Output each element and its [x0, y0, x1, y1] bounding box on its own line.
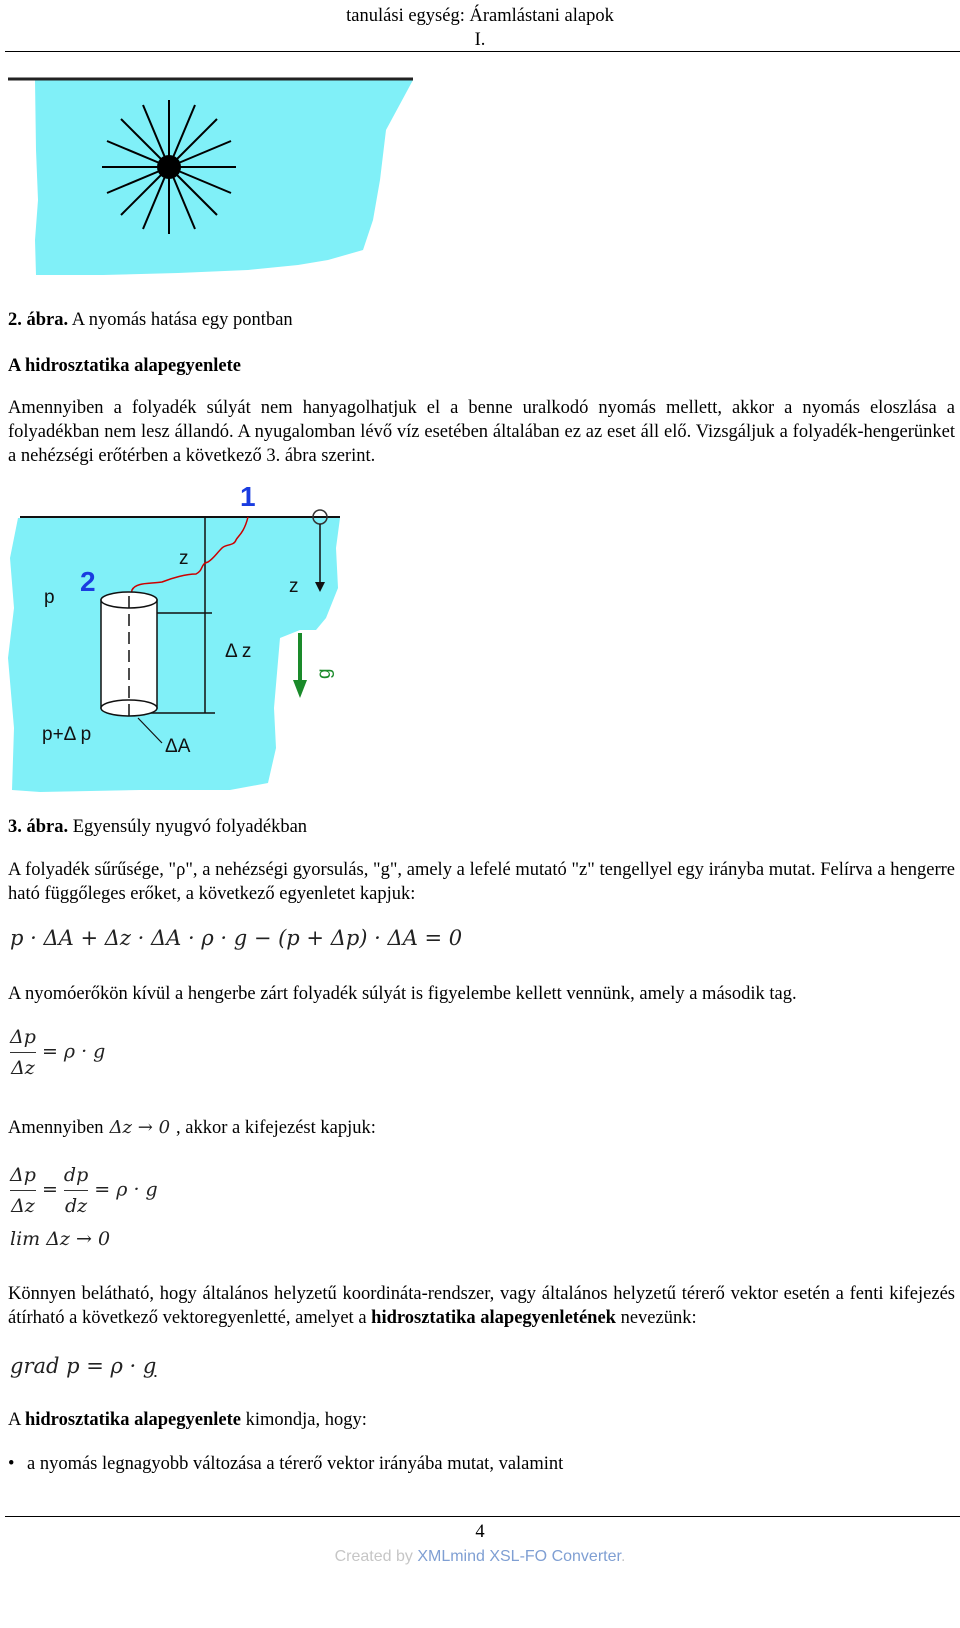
pressure-point-dot [157, 155, 181, 179]
bullet-marker: • [8, 1454, 15, 1474]
label-delta-z: Δ z [225, 641, 252, 662]
header-title: tanulási egység: Áramlástani alapok [346, 6, 614, 26]
figure-2-pressure-point [8, 70, 418, 285]
bullet-text: a nyomás legnagyobb változása a térerő vektor irányába mutat, valamint [27, 1454, 564, 1474]
page-number: 4 [475, 1522, 485, 1542]
converter-credit: Created by XMLmind XSL-FO Converter. [334, 1548, 626, 1565]
label-one: 1 [240, 481, 256, 512]
label-z-axis: z [289, 576, 299, 597]
label-delta-a: ΔA [165, 736, 191, 757]
list-item [8, 1452, 948, 1476]
paragraph-1: Amennyiben a folyadék súlyát nem hanyagolhatjuk el a benne uralkodó nyomás mellett, akkor a nyomás eloszlása a folyadékban nem lesz állandó. A nyugalomban lévő víz esetében általában ez az eset áll elő. Vizsgáljuk a folyadék-hengerünket a nehézségi erőtérben a következő 3. ábra szerint. [8, 398, 955, 466]
paragraph-4: Amennyiben Δz → 0 , akkor a kifejezést kapjuk: [8, 1117, 376, 1138]
header-rule [5, 51, 960, 52]
paragraph-6: A hidrosztatika alapegyenlete kimondja, hogy: [8, 1410, 367, 1430]
equation-force-balance: p · ΔA + Δz · ΔA · ρ · g − (p + Δp) · ΔA = 0 [10, 926, 463, 950]
label-z-depth: z [179, 548, 189, 569]
header-subtitle: I. [474, 30, 486, 50]
section-title: A hidrosztatika alapegyenlete [8, 356, 241, 376]
equation-limit-condition: lim Δz → 0 [10, 1228, 111, 1250]
label-p: p [44, 587, 55, 608]
figure-2-caption: 2. ábra. A nyomás hatása egy pontban [8, 310, 293, 330]
paragraph-3: A nyomóerőkön kívül a hengerbe zárt folyadék súlyát is figyelembe kellett vennünk, amely a második tag. [8, 984, 797, 1004]
figure-3-cylinder-equilibrium [0, 478, 350, 798]
figure-3-caption: 3. ábra. Egyensúly nyugvó folyadékban [8, 817, 308, 837]
paragraph-2: A folyadék sűrűsége, "ρ", a nehézségi gyorsulás, "g", amely a lefelé mutató "z" tengellyel egy irányba mutat. Felírva a hengerre ható függőleges erőket, a következő egyenletet kapjuk: [8, 860, 955, 904]
label-p-plus-delta-p: p+Δ p [42, 724, 92, 745]
equation-hydrostatic-vector: grad p = ρ · g [10, 1354, 157, 1378]
footer-rule [5, 1516, 960, 1517]
water-region [35, 80, 413, 275]
label-two: 2 [80, 566, 96, 597]
equation-derivative-limit: $\frac{\Delta p}{\Delta z}$ = $\frac{dp}{dz}$ = ρ · g [10, 1160, 158, 1221]
equation-pressure-gradient-ratio: $\frac{\Delta p}{\Delta z}$ = ρ · g [10, 1022, 105, 1083]
paragraph-5: Könnyen belátható, hogy általános helyzetű koordináta-rendszer, vagy általános helyzetű térerő vektor esetén a fenti kifejezés átírható a következő vektoregyenletté, amelyet a hidrosztatika alapegyenletének nevezünk: [8, 1284, 955, 1328]
label-g: g [314, 668, 335, 679]
